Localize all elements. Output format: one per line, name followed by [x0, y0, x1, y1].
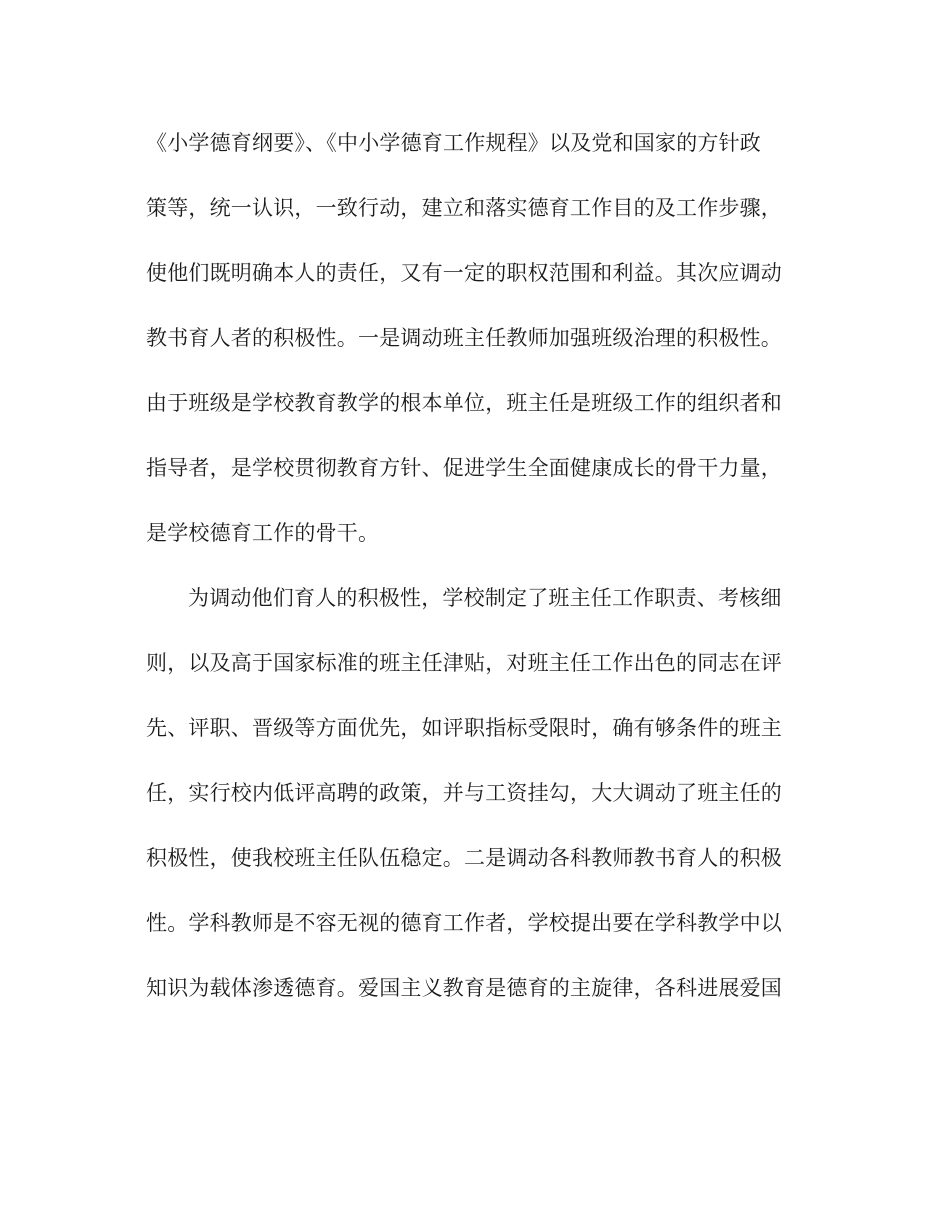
text-line-3: 使他们既明确本人的责任，又有一定的职权范围和利益。其次应调动 [146, 261, 782, 285]
text-line-10: 先、评职、晋级等方面优先，如评职指标受限时，确有够条件的班主 [146, 716, 782, 740]
text-line-13: 性。学科教师是不容无视的德育工作者，学校提出要在学科教学中以 [146, 911, 782, 935]
text-line-6: 指导者，是学校贯彻教育方针、促进学生全面健康成长的骨干力量， [146, 456, 782, 480]
text-line-5: 由于班级是学校教育教学的根本单位，班主任是班级工作的组织者和 [146, 391, 782, 415]
text-line-9: 则，以及高于国家标准的班主任津贴，对班主任工作出色的同志在评 [146, 651, 782, 675]
text-line-12: 积极性，使我校班主任队伍稳定。二是调动各科教师教书育人的积极 [146, 846, 782, 870]
body-text [146, 118, 806, 1028]
text-line-8: 为调动他们育人的积极性，学校制定了班主任工作职责、考核细 [188, 586, 782, 610]
text-line-1: 《小学德育纲要》、《中小学德育工作规程》以及党和国家的方针政 [146, 131, 761, 155]
text-line-7: 是学校德育工作的骨干。 [146, 521, 380, 545]
text-line-11: 任，实行校内低评高聘的政策，并与工资挂勾，大大调动了班主任的 [146, 781, 782, 805]
text-line-14: 知识为载体渗透德育。爱国主义教育是德育的主旋律，各科进展爱国 [146, 976, 782, 1000]
text-line-4: 教书育人者的积极性。一是调动班主任教师加强班级治理的积极性。 [146, 326, 782, 350]
text-line-2: 策等，统一认识，一致行动，建立和落实德育工作目的及工作步骤， [146, 196, 782, 220]
